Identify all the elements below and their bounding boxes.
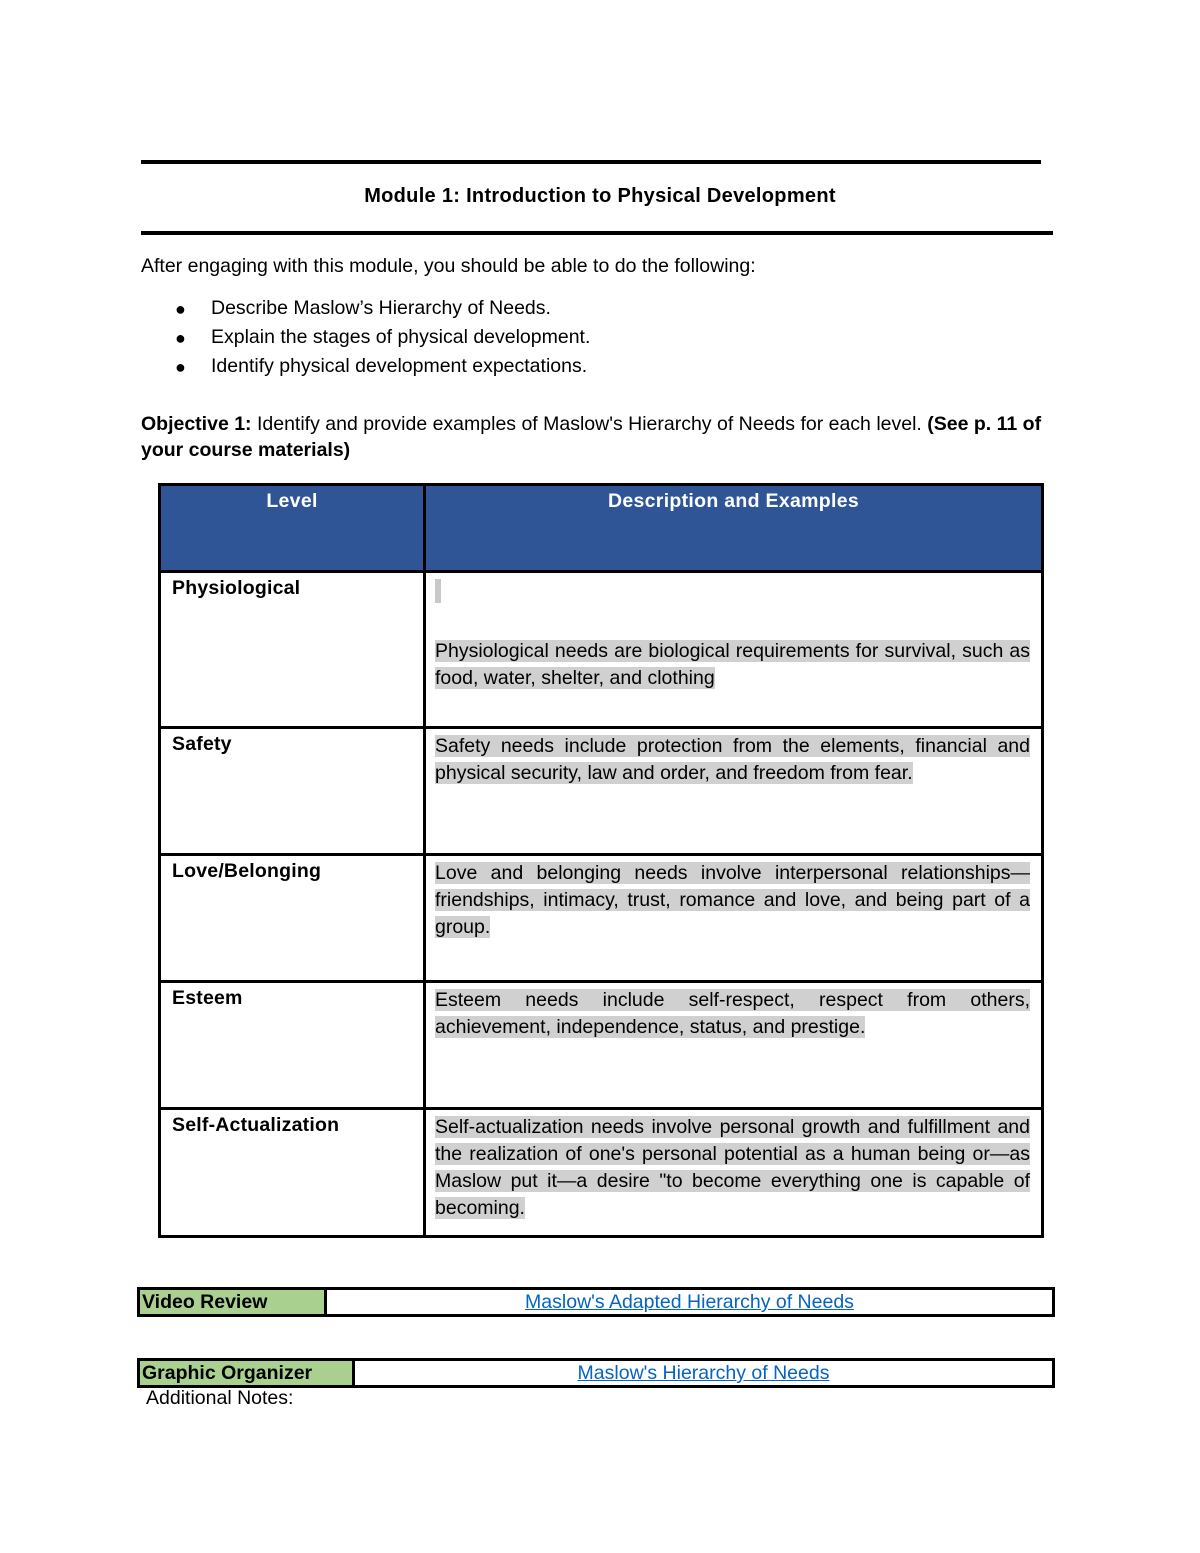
description-cell[interactable]: Love and belonging needs involve interpersonal relationships—friendships, intimacy, trust, romance and love, and being part of a group. [425,855,1043,982]
header-description: Description and Examples [425,485,1043,572]
table-row [160,855,1043,982]
objectives-list [175,296,590,383]
video-review-box [137,1287,1055,1317]
table-header-row [160,485,1043,572]
level-cell: Esteem [160,982,425,1109]
header-level: Level [160,485,425,572]
top-divider [141,160,1041,164]
description-cell[interactable]: Esteem needs include self-respect, respect from others, achievement, independence, status, and prestige. [425,982,1043,1109]
description-cell[interactable]: Self-actualization needs involve personal growth and fulfillment and the realization of one's personal potential as a human being or—as Maslow put it—a desire "to become everything one is capable of becoming. [425,1109,1043,1237]
table-row [160,982,1043,1109]
table-row [160,572,1043,728]
list-item: ● Explain the stages of physical development. [175,326,591,348]
objective-label: Objective 1: [141,413,252,435]
level-cell: Love/Belonging [160,855,425,982]
description-cell[interactable]: Safety needs include protection from the elements, financial and physical security, law and order, and freedom from fear. [425,728,1043,855]
description-cell[interactable]: Physiological needs are biological requirements for survival, such as food, water, shelter, and clothing [425,572,1043,728]
graphic-organizer-label: Graphic Organizer [140,1361,355,1385]
list-item: ● Describe Maslow’s Hierarchy of Needs. [175,297,551,319]
objective-reference: (See p. 11 of your course materials) [141,413,1042,461]
table-row [160,728,1043,855]
video-review-link[interactable]: Maslow's Adapted Hierarchy of Needs [525,1291,854,1313]
maslow-table [158,483,1044,1238]
text-cursor [435,579,441,603]
list-item: ● Identify physical development expectations. [175,355,588,377]
video-review-cell [327,1290,1052,1314]
bullet-icon: ● [175,328,186,348]
table-row [160,1109,1043,1237]
page-title: Module 1: Introduction to Physical Development [364,185,836,207]
graphic-organizer-link[interactable]: Maslow's Hierarchy of Needs [577,1362,830,1384]
title-divider [141,231,1053,235]
intro-text: After engaging with this module, you should be able to do the following: [141,255,756,277]
objective-text: Identify and provide examples of Maslow's Hierarchy of Needs for each level. [251,413,928,435]
graphic-organizer-cell [355,1361,1052,1385]
video-review-label: Video Review [140,1290,327,1314]
graphic-organizer-box [137,1358,1055,1388]
level-cell: Physiological [160,572,425,728]
level-cell: Safety [160,728,425,855]
additional-notes-label: Additional Notes: [146,1387,294,1409]
objective-1 [141,411,1061,463]
bullet-icon: ● [175,357,186,377]
level-cell: Self-Actualization [160,1109,425,1237]
bullet-icon: ● [175,299,186,319]
